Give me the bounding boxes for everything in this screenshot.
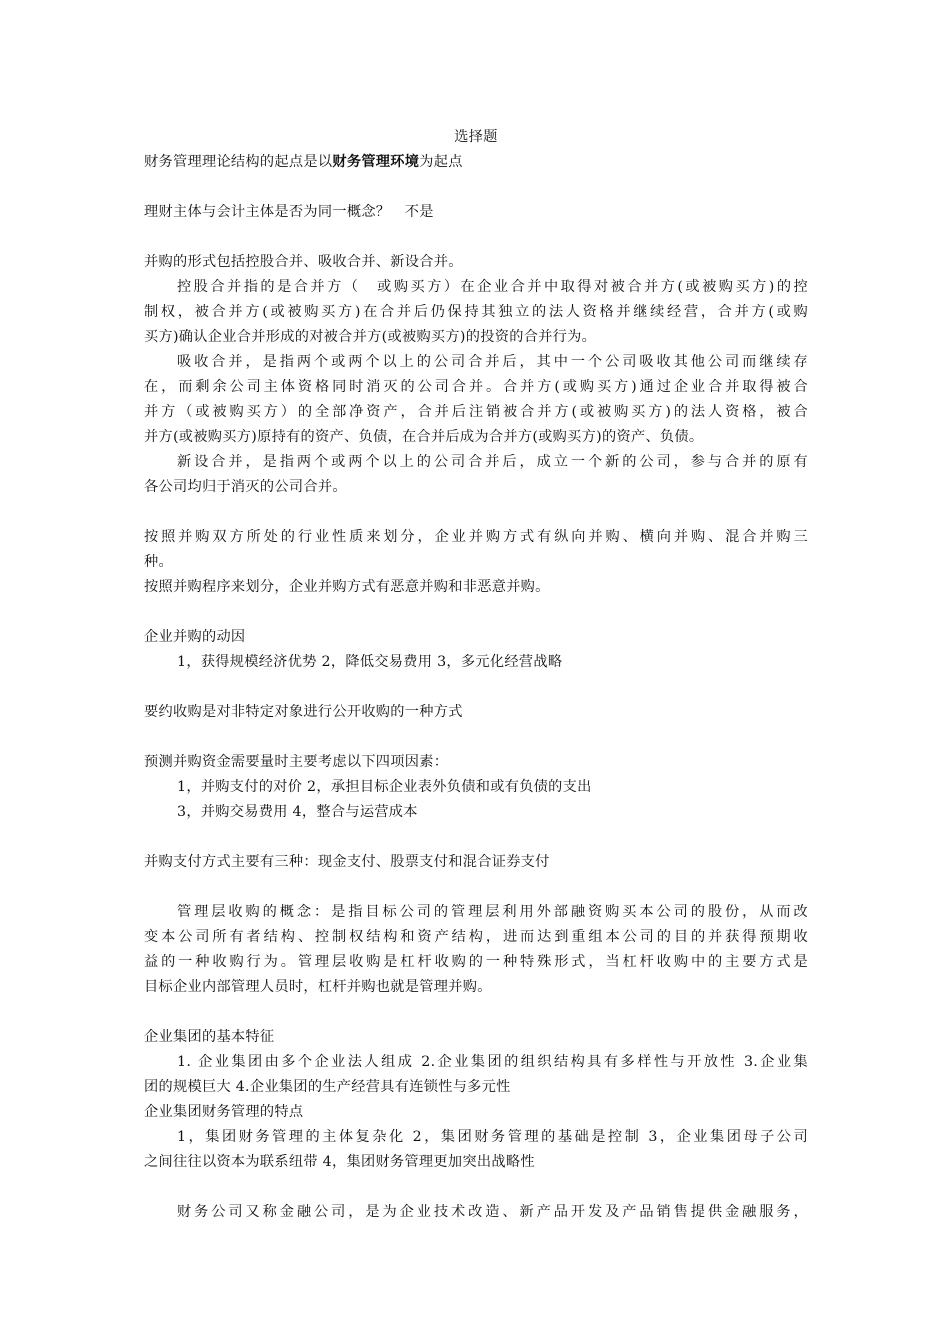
holding-merger-line: 控股合并指的是合并方（ 或购买方）在企业合并中取得对被合并方(或被购买方)的控 xyxy=(177,279,808,295)
group-features-title: 企业集团的基本特征 xyxy=(144,1029,275,1045)
merger-motive-items: 1，获得规模经济优势 2，降低交易费用 3，多元化经营战略 xyxy=(177,654,563,670)
absorption-merger-line: 在，而剩余公司主体资格同时消灭的公司合并。合并方(或购买方)通过企业合并取得被合 xyxy=(144,379,808,395)
group-finance-line: 之间往往以资本为联系纽带 4，集团财务管理更加突出战略性 xyxy=(144,1154,535,1170)
holding-merger-line: 制权，被合并方(或被购买方)在合并后仍保持其独立的法人资格并继续经营，合并方(或购 xyxy=(144,304,808,320)
group-finance-title: 企业集团财务管理的特点 xyxy=(144,1104,304,1120)
page-title: 选择题 xyxy=(454,129,498,145)
group-features-line: 团的规模巨大 4.企业集团的生产经营具有连锁性与多元性 xyxy=(144,1079,511,1095)
absorption-merger-line: 并方（或被购买方）的全部净资产，合并后注销被合并方(或被购买方)的法人资格，被合 xyxy=(144,404,808,420)
question-1-suffix: 为起点 xyxy=(419,154,463,170)
question-1-prefix: 财务管理理论结构的起点是以 xyxy=(144,154,333,170)
funding-factors-title: 预测并购资金需要量时主要考虑以下四项因素： xyxy=(144,754,449,770)
mbo-definition-line: 管理层收购的概念：是指目标公司的管理层利用外部融资购买本公司的股份，从而改 xyxy=(177,904,808,920)
finance-company-line: 财务公司又称金融公司，是为企业技术改造、新产品开发及产品销售提供金融服务， xyxy=(177,1204,808,1220)
absorption-merger-line: 吸收合并，是指两个或两个以上的公司合并后，其中一个公司吸收其他公司而继续存 xyxy=(177,354,808,370)
payment-methods: 并购支付方式主要有三种：现金支付、股票支付和混合证券支付 xyxy=(144,854,550,870)
mbo-definition-line: 益的一种收购行为。管理层收购是杠杆收购的一种特殊形式，当杠杆收购中的主要方式是 xyxy=(144,954,808,970)
absorption-merger-line: 并方(或被购买方)原持有的资产、负债，在合并后成为合并方(或购买方)的资产、负债。 xyxy=(144,429,704,445)
merger-classification-line: 种。 xyxy=(144,554,173,570)
merger-motive-title: 企业并购的动因 xyxy=(144,629,246,645)
new-merger-line: 各公司均归于消灭的公司合并。 xyxy=(144,479,347,495)
new-merger-line: 新设合并，是指两个或两个以上的公司合并后，成立一个新的公司，参与合并的原有 xyxy=(177,454,808,470)
tender-offer-definition: 要约收购是对非特定对象进行公开收购的一种方式 xyxy=(144,704,463,720)
group-finance-line: 1，集团财务管理的主体复杂化 2，集团财务管理的基础是控制 3，企业集团母子公司 xyxy=(177,1129,808,1145)
merger-classification-line: 按照并购程序来划分，企业并购方式有恶意并购和非恶意并购。 xyxy=(144,579,550,595)
holding-merger-line: 买方)确认企业合并形成的对被合并方(或被购买方)的投资的合并行为。 xyxy=(144,329,597,345)
question-1 xyxy=(144,150,808,175)
mbo-definition-line: 目标企业内部管理人员时，杠杆并购也就是管理并购。 xyxy=(144,979,492,995)
document-body xyxy=(144,125,808,1225)
mbo-definition-line: 变本公司所有者结构、控制权结构和资产结构，进而达到重组本公司的目的并获得预期收 xyxy=(144,929,808,945)
merger-classification-line: 按照并购双方所处的行业性质来划分，企业并购方式有纵向并购、横向并购、混合并购三 xyxy=(144,529,808,545)
funding-factors-line: 3，并购交易费用 4，整合与运营成本 xyxy=(177,804,418,820)
funding-factors-line: 1，并购支付的对价 2，承担目标企业表外负债和或有负债的支出 xyxy=(177,779,592,795)
question-2: 理财主体与会计主体是否为同一概念？ 不是 xyxy=(144,204,434,220)
group-features-line: 1. 企业集团由多个企业法人组成 2.企业集团的组织结构具有多样性与开放性 3.企业集 xyxy=(177,1054,808,1070)
question-1-answer: 财务管理环境 xyxy=(332,154,420,170)
merger-forms-intro: 并购的形式包括控股合并、吸收合并、新设合并。 xyxy=(144,254,463,270)
